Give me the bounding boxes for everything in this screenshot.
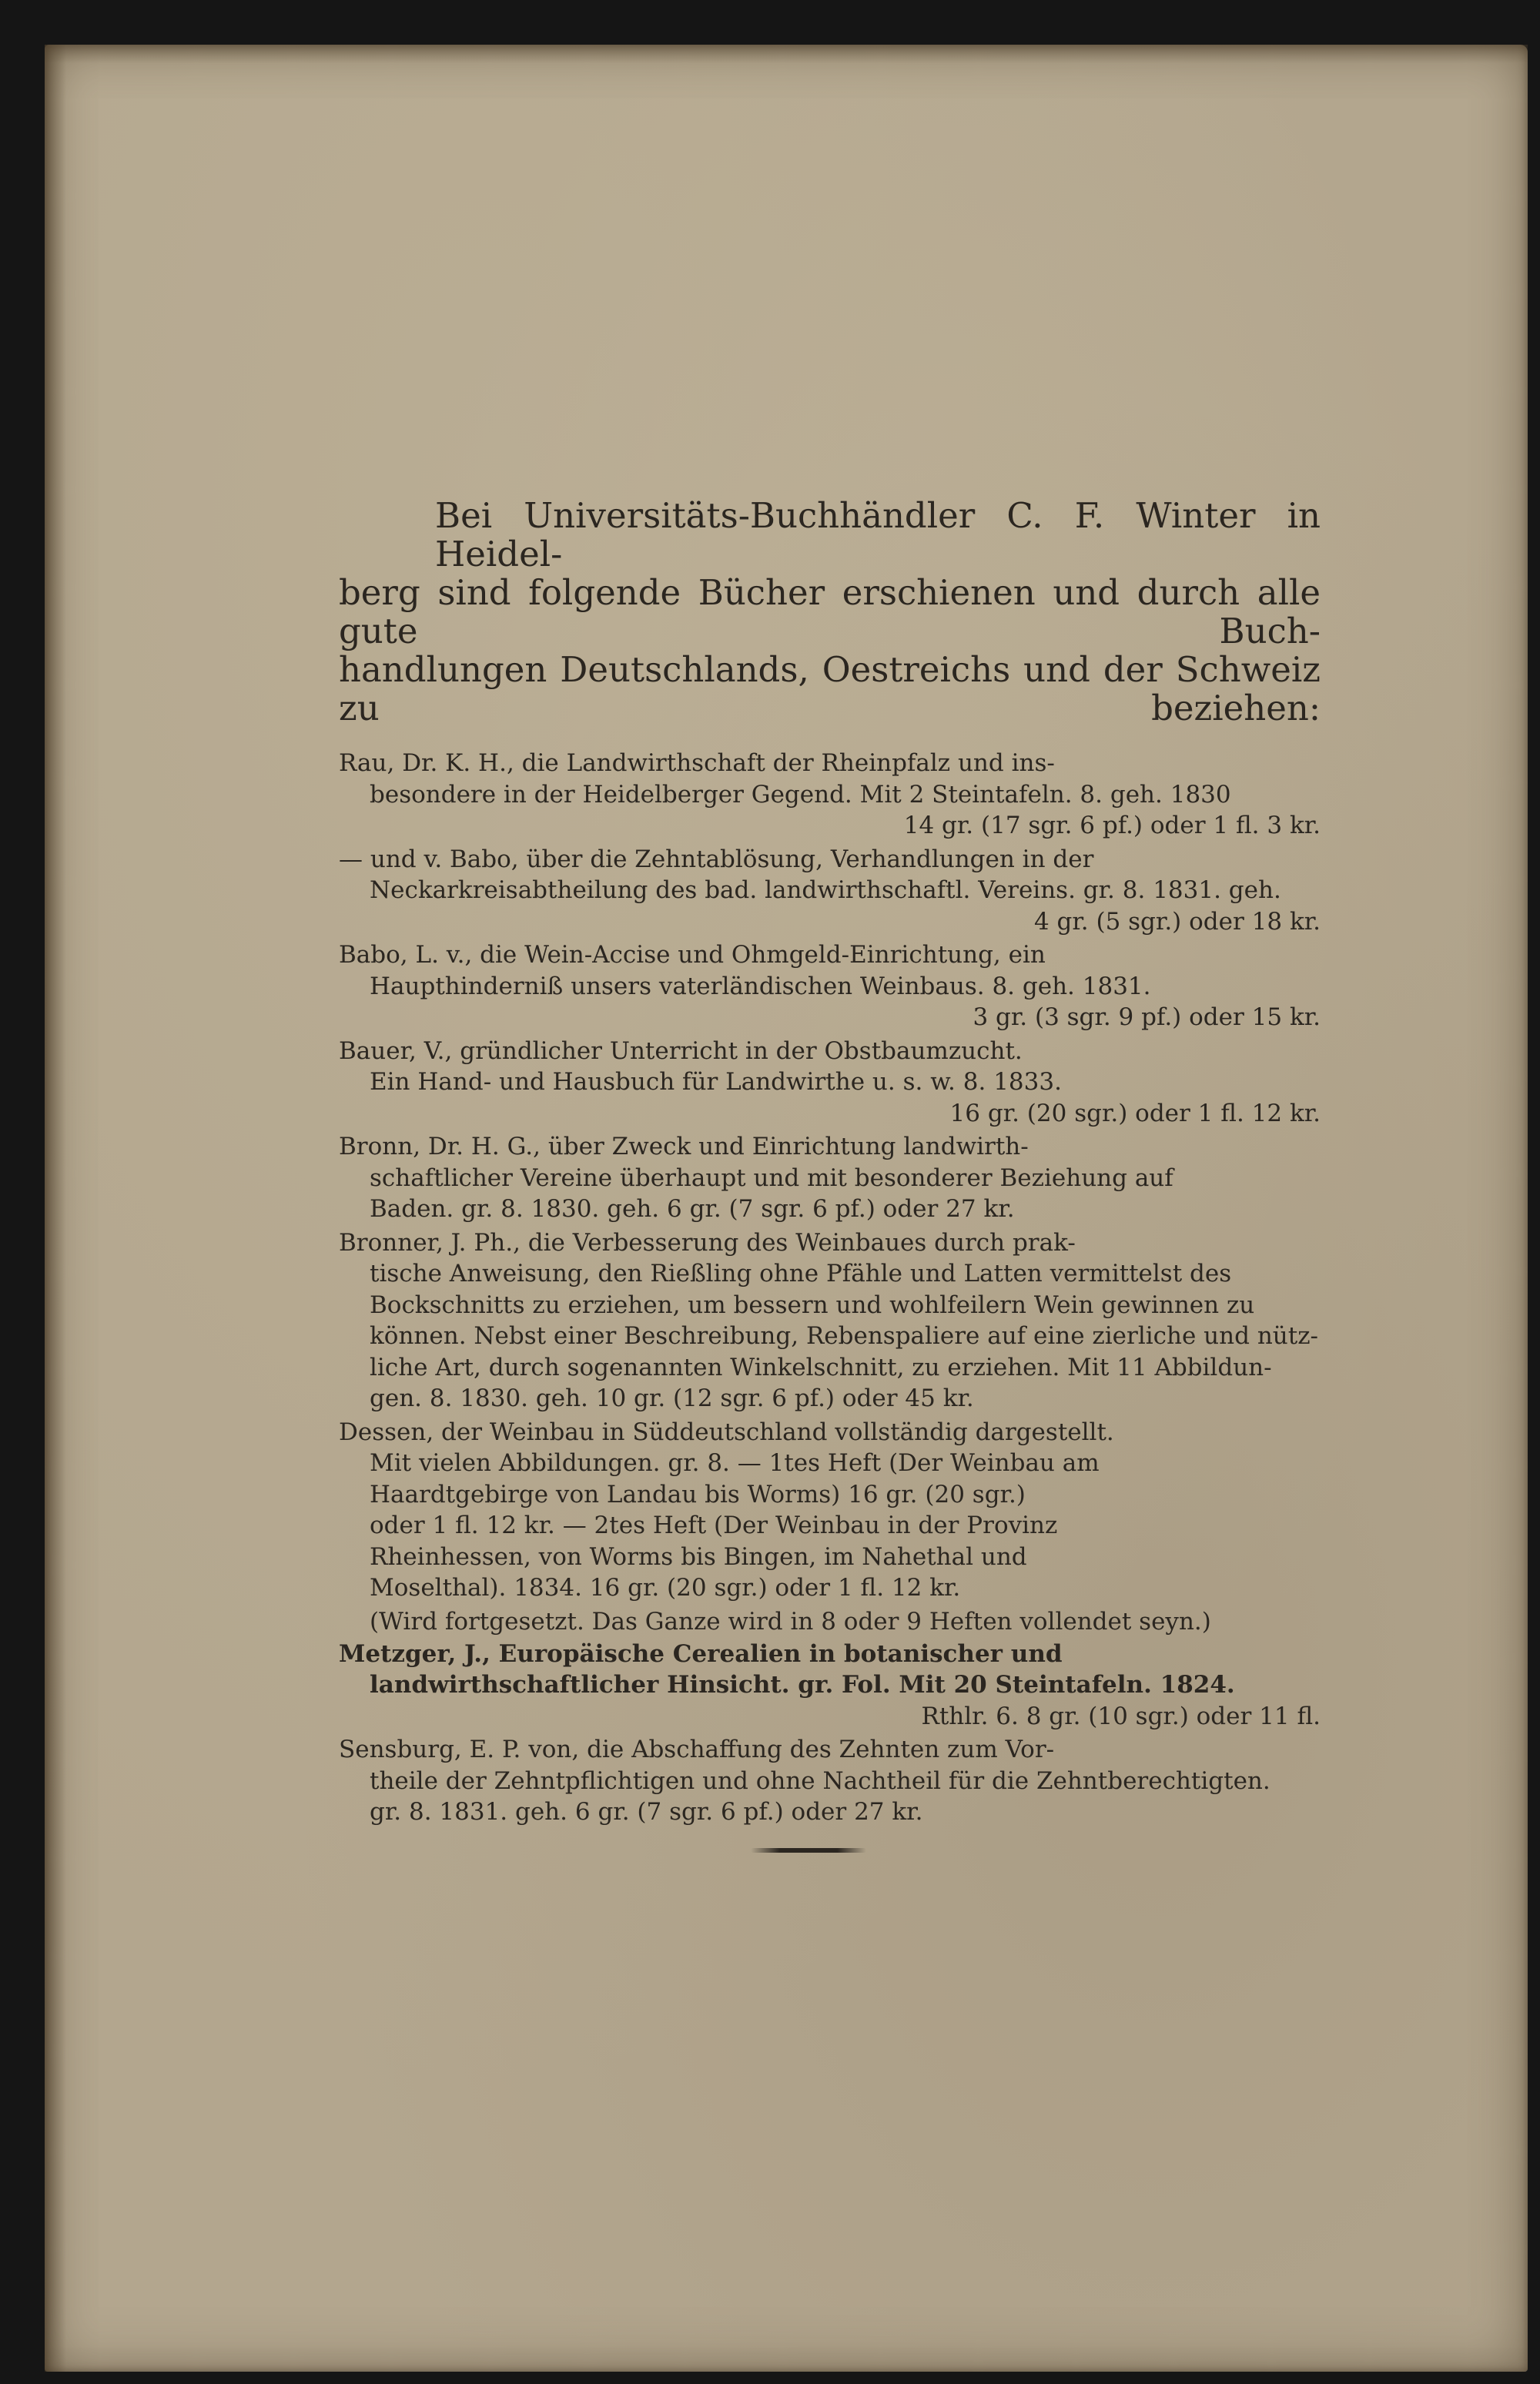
book-entry-rau-babo [339, 844, 1321, 938]
header-line-2: berg sind folgende Bücher erschienen und durch alle gute Buch- [339, 572, 1321, 651]
page-top-edge [45, 45, 1528, 63]
entry-line: — und v. Babo, über die Zehntablösung, Verhandlungen in der [339, 845, 1094, 873]
closing-rule [751, 1848, 866, 1853]
entry-line: Babo, L. v., die Wein-Accise und Ohmgeld-Einrichtung, ein [339, 941, 1046, 969]
continuation-note: (Wird fortgesetzt. Das Ganze wird in 8 oder 9 Heften vollendet seyn.) [370, 1607, 1211, 1636]
entry-price: 3 gr. (3 sgr. 9 pf.) oder 15 kr. [973, 1003, 1321, 1031]
entry-line: besondere in der Heidelberger Gegend. Mit 2 Steintafeln. 8. geh. 1830 [370, 780, 1231, 809]
entry-line: können. Nebst einer Beschreibung, Rebenspaliere auf eine zierliche und nütz- [370, 1322, 1319, 1350]
entry-line: liche Art, durch sogenannten Winkelschnitt, zu erziehen. Mit 11 Abbildun- [370, 1353, 1272, 1381]
book-entry-bronner [339, 1227, 1321, 1415]
entry-line: Bauer, V., gründlicher Unterricht in der Obstbaumzucht. [339, 1036, 1023, 1065]
entry-line: Mit vielen Abbildungen. gr. 8. — 1tes Heft (Der Weinbau am [370, 1449, 1100, 1477]
entry-line: Haardtgebirge von Landau bis Worms) 16 gr. (20 sgr.) [370, 1480, 1026, 1508]
entry-line: gen. 8. 1830. geh. 10 gr. (12 sgr. 6 pf.) oder 45 kr. [370, 1385, 974, 1412]
entry-price: 16 gr. (20 sgr.) oder 1 fl. 12 kr. [949, 1099, 1321, 1127]
entry-line: Bockschnitts zu erziehen, um bessern und wohlfeilern Wein gewinnen zu [370, 1291, 1255, 1319]
page-spine-shadow [45, 45, 66, 2372]
book-entry-bronn [339, 1131, 1321, 1225]
entry-line: Metzger, J., Europäische Cerealien in botanischer und [339, 1639, 1063, 1668]
entry-line: Neckarkreisabtheilung des bad. landwirthschaftl. Vereins. gr. 8. 1831. geh. [370, 876, 1281, 904]
publisher-header [339, 497, 1321, 728]
entry-line: Ein Hand- und Hausbuch für Landwirthe u. s. w. 8. 1833. [370, 1068, 1062, 1096]
entry-price: Rthlr. 6. 8 gr. (10 sgr.) oder 11 fl. [921, 1702, 1321, 1730]
entry-line: Rheinhessen, von Worms bis Bingen, im Nahethal und [370, 1542, 1027, 1571]
book-entry-babo [339, 939, 1321, 1033]
entry-line: theile der Zehntpflichtigen und ohne Nachtheil für die Zehntberechtigten. [370, 1766, 1270, 1795]
book-entry-metzger [339, 1639, 1321, 1733]
entry-line: schaftlicher Vereine überhaupt und mit besonderer Beziehung auf [370, 1164, 1173, 1192]
header-line-1: Bei Universitäts-Buchhändler C. F. Winter in Heidel- [435, 495, 1321, 574]
book-entry-sensburg [339, 1734, 1321, 1828]
entry-line: Bronner, J. Ph., die Verbesserung des Weinbaues durch prak- [339, 1228, 1076, 1257]
header-line-3: handlungen Deutschlands, Oestreichs und der Schweiz zu beziehen: [339, 649, 1321, 728]
entry-line: Moselthal). 1834. 16 gr. (20 sgr.) oder 1 fl. 12 kr. [370, 1574, 961, 1602]
entry-line: Bronn, Dr. H. G., über Zweck und Einrichtung landwirth- [339, 1133, 1029, 1160]
entry-price: 4 gr. (5 sgr.) oder 18 kr. [1033, 907, 1321, 936]
entry-line: landwirthschaftlicher Hinsicht. gr. Fol. Mit 20 Steintafeln. 1824. [370, 1671, 1235, 1699]
entry-line: gr. 8. 1831. geh. 6 gr. (7 sgr. 6 pf.) oder 27 kr. [370, 1798, 923, 1826]
entry-line: tische Anweisung, den Rießling ohne Pfähle und Latten vermittelst des [370, 1260, 1232, 1287]
book-entry-rau [339, 748, 1321, 842]
entry-line: Rau, Dr. K. H., die Landwirthschaft der Rheinpfalz und ins- [339, 749, 1055, 777]
entry-price: 14 gr. (17 sgr. 6 pf.) oder 1 fl. 3 kr. [903, 812, 1321, 839]
entry-line: Baden. gr. 8. 1830. geh. 6 gr. (7 sgr. 6 pf.) oder 27 kr. [370, 1195, 1015, 1223]
book-entry-bauer [339, 1036, 1321, 1130]
entry-line: Haupthinderniß unsers vaterländischen Weinbaus. 8. geh. 1831. [370, 972, 1151, 1000]
book-entry-dessen [339, 1417, 1321, 1604]
entry-line: Sensburg, E. P. von, die Abschaffung des Zehnten zum Vor- [339, 1736, 1055, 1763]
entry-line: Dessen, der Weinbau in Süddeutschland vollständig dargestellt. [339, 1418, 1114, 1446]
entry-line: oder 1 fl. 12 kr. — 2tes Heft (Der Weinbau in der Provinz [370, 1512, 1058, 1539]
advertisement-column [339, 497, 1321, 1830]
